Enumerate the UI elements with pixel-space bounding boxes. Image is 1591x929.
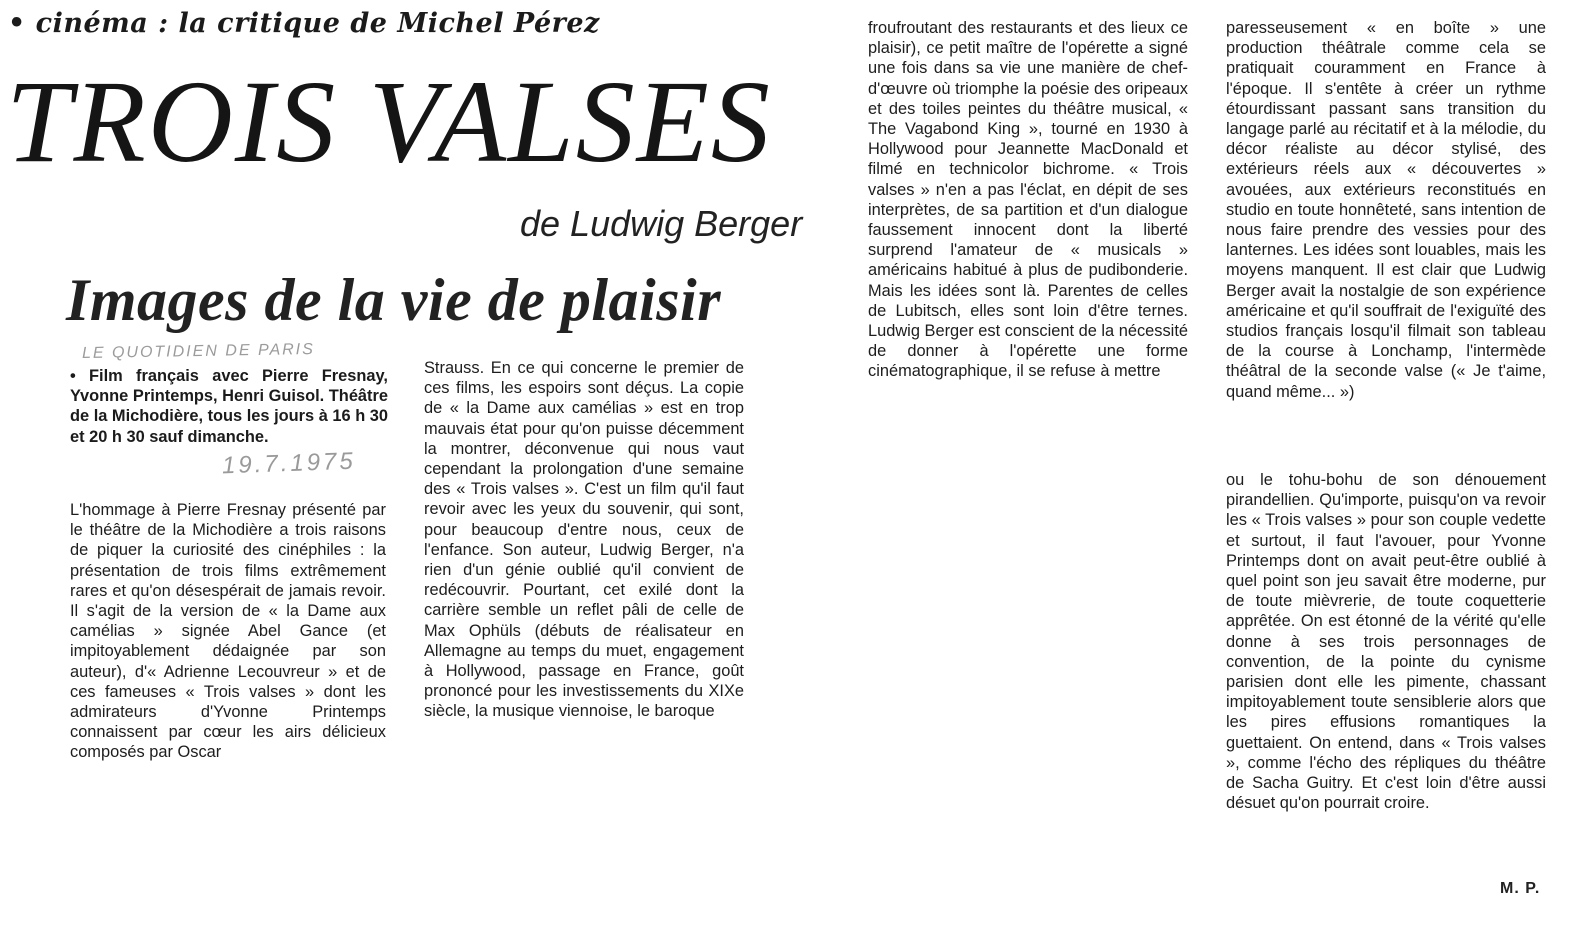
column-2-text: Strauss. En ce qui concerne le premier de ces films, les espoirs sont déçus. La copie de « la Dame aux camélias » est en trop mauvais état pour qu'on puisse décemment la montrer, déconvenue qui nous vaut cependant la prolongation d'une semaine des « Trois valses ». C'est un film qu'il faut revoir avec les yeux du souvenir, qui sont, pour beaucoup d'entre nous, ceux de l'enfance. Son auteur, Ludwig Berger, n'a rien d'un génie oublié qu'il convient de redécouvrir. Pourtant, cet exilé dont la carrière semble un reflet pâli de celle de Max Ophüls (débuts de réalisateur en Allemagne au temps du muet, engagement à Hollywood, passage en France, goût prononcé pour les investissements du XIXe siècle, la musique viennoise, le baroque xyxy=(424,359,744,721)
subtitle: Images de la vie de plaisir xyxy=(66,267,722,333)
column-4-top-text: paresseusement « en boîte » une production théâtrale comme cela se pratiquait couramment en France à l'époque. Il s'entête à créer un rythme étourdissant passant sans transition du langage parlé au récitatif et à la mélodie, du décor réaliste au décor stylisé, des extérieurs réels aux « découvertes » avouées, aux extérieurs reconstitués en studio en toute honnêteté, sans intention de nous faire prendre des vessies pour des lanternes. Les idées sont louables, mais les moyens manquent. Il est clair que Ludwig Berger avait la nostalgie de son expérience américaine et qu'il souffrait de l'exiguïté des studios français losqu'il filmait son tableau de la course à Lonchamp, l'intermède théâtral de la seconde valse (« Je t'aime, quand même... ») xyxy=(1226,19,1546,401)
author-signature: M. P. xyxy=(1500,880,1541,897)
article-column-1 xyxy=(70,500,386,763)
article-column-4-bottom xyxy=(1226,470,1546,813)
article-column-4-top xyxy=(1226,18,1546,402)
headline-title: TROIS VALSES xyxy=(6,56,772,187)
date-stamp: 19.7.1975 xyxy=(221,447,357,480)
kicker-line: • cinéma : la critique de Michel Pérez xyxy=(8,8,600,39)
column-3-text: froufroutant des restaurants et des lieux ce plaisir), ce petit maître de l'opérette a signé une fois dans sa vie une manière de chef-d'œuvre où triomphe la poésie des oripeaux et des toiles peintes du théâtre musical, « The Vagabond King », tourné en 1930 à Hollywood pour Jeannette MacDonald et filmé en technicolor bichrome. « Trois valses » n'en a pas l'éclat, en dépit de ses interprètes, de sa partition et d'un dialogue faussement innocent dont la liberté surprend l'amateur de « musicals » américains habitué à plus de pudibonderie. Mais les idées sont là. Parentes de celles de Lubitsch, elles sont loin d'être ternes. Ludwig Berger est conscient de la nécessité de donner à l'opérette une forme cinématographique, il se refuse à mettre xyxy=(868,19,1188,381)
article-column-2 xyxy=(424,358,744,722)
column-1-text: L'hommage à Pierre Fresnay présenté par le théâtre de la Michodière a trois raisons de piquer la curiosité des cinéphiles : la présentation de trois films extrêmement rares et qu'on désespérait de jamais revoir. Il s'agit de la version de « la Dame aux camélias » signée Abel Gance (et impitoyablement dédaignée par son auteur), d'« Adrienne Lecouvreur » et de ces fameuses « Trois valses » dont les admirateurs d'Yvonne Printemps connaissent par cœur les airs délicieux composés par Oscar xyxy=(70,501,386,762)
source-stamp: LE QUOTIDIEN DE PARIS xyxy=(81,340,315,363)
article-column-3 xyxy=(868,18,1188,382)
byline: de Ludwig Berger xyxy=(520,203,803,244)
column-4-bottom-text: ou le tohu-bohu de son dénouement pirandellien. Qu'importe, puisqu'on va revoir les « Trois valses » pour son couple vedette et surtout, il faut l'avouer, pour Yvonne Printemps dont on avait peut-être oublié à quel point son jeu savait être moderne, pur de toute mièvrerie, de toute coquetterie apprêtée. On est étonné de la vérité qu'elle donne à ses trois personnages de convention, de la pointe du cynisme parisien dont elle les pimente, chassant impitoyablement toute sensiblerie alors que les pires effusions romantiques la guettaient. On entend, dans « Trois valses », comme l'écho des répliques du théâtre de Sacha Guitry. Et c'est loin d'être aussi désuet qu'on pourrait croire. xyxy=(1226,471,1546,813)
film-credits: • Film français avec Pierre Fresnay, Yvonne Printemps, Henri Guisol. Théâtre de la Michodière, tous les jours à 16 h 30 et 20 h 30 sauf dimanche. xyxy=(70,367,388,446)
